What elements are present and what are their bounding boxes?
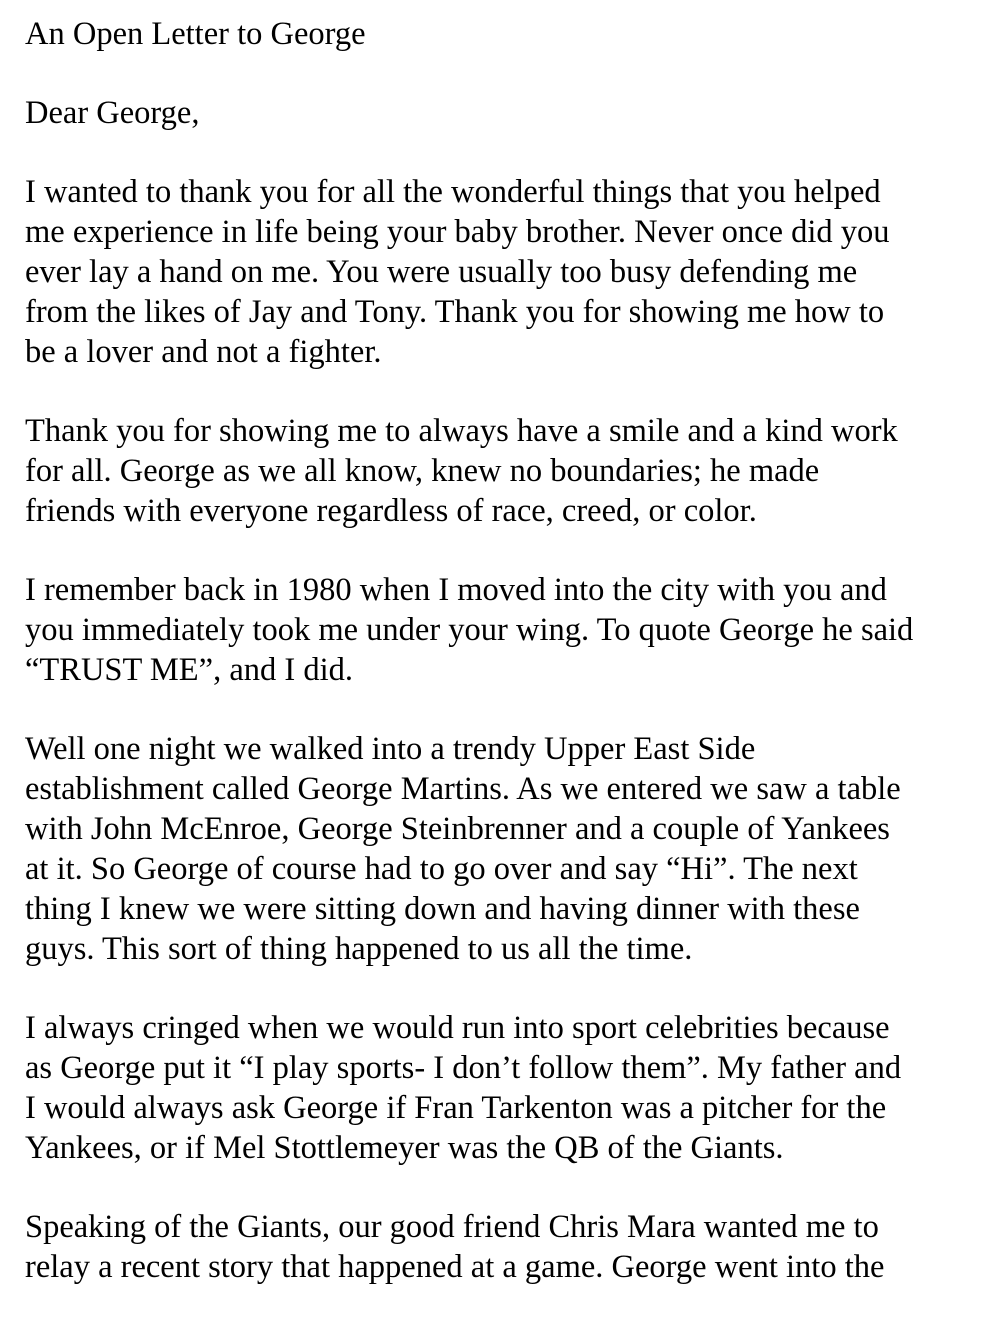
- paragraph-line: Yankees, or if Mel Stottlemeyer was the QB of the Giants.: [25, 1130, 784, 1166]
- paragraph-line: at it. So George of course had to go over and say “Hi”. The next: [25, 851, 858, 887]
- paragraph-thanks: [25, 172, 990, 372]
- paragraph-line: Speaking of the Giants, our good friend Chris Mara wanted me to: [25, 1209, 879, 1245]
- letter-title: [25, 14, 990, 54]
- paragraph-line: I always cringed when we would run into sport celebrities because: [25, 1010, 890, 1046]
- paragraph-line: I would always ask George if Fran Tarkenton was a pitcher for the: [25, 1090, 887, 1126]
- paragraph-line: Thank you for showing me to always have a smile and a kind work: [25, 413, 898, 449]
- paragraph-line: you immediately took me under your wing. To quote George he said: [25, 612, 914, 648]
- paragraph-line: establishment called George Martins. As we entered we saw a table: [25, 771, 901, 807]
- paragraph-george-martins: [25, 729, 990, 969]
- paragraph-line: be a lover and not a fighter.: [25, 334, 382, 370]
- paragraph-line: for all. George as we all know, knew no boundaries; he made: [25, 453, 820, 489]
- paragraph-line: Well one night we walked into a trendy Upper East Side: [25, 731, 756, 767]
- paragraph-line: as George put it “I play sports- I don’t follow them”. My father and: [25, 1050, 902, 1086]
- paragraph-smile: [25, 411, 990, 531]
- paragraph-line: ever lay a hand on me. You were usually too busy defending me: [25, 254, 858, 290]
- paragraph-line: “TRUST ME”, and I did.: [25, 652, 353, 688]
- paragraph-line: friends with everyone regardless of race, creed, or color.: [25, 493, 757, 529]
- paragraph-line: me experience in life being your baby brother. Never once did you: [25, 214, 890, 250]
- paragraph-line: with John McEnroe, George Steinbrenner and a couple of Yankees: [25, 811, 890, 847]
- paragraph-line: relay a recent story that happened at a game. George went into the: [25, 1249, 885, 1285]
- paragraph-line: I wanted to thank you for all the wonderful things that you helped: [25, 174, 881, 210]
- title-text: An Open Letter to George: [25, 16, 366, 52]
- letter-page: [25, 14, 990, 1326]
- salutation-text: Dear George,: [25, 95, 200, 131]
- paragraph-giants: [25, 1207, 990, 1287]
- paragraph-line: thing I knew we were sitting down and having dinner with these: [25, 891, 860, 927]
- paragraph-line: from the likes of Jay and Tony. Thank you for showing me how to: [25, 294, 885, 330]
- letter-salutation: [25, 93, 990, 133]
- paragraph-line: guys. This sort of thing happened to us all the time.: [25, 931, 693, 967]
- paragraph-sport-celebrities: [25, 1008, 990, 1168]
- paragraph-line: I remember back in 1980 when I moved into the city with you and: [25, 572, 887, 608]
- paragraph-1980: [25, 570, 990, 690]
